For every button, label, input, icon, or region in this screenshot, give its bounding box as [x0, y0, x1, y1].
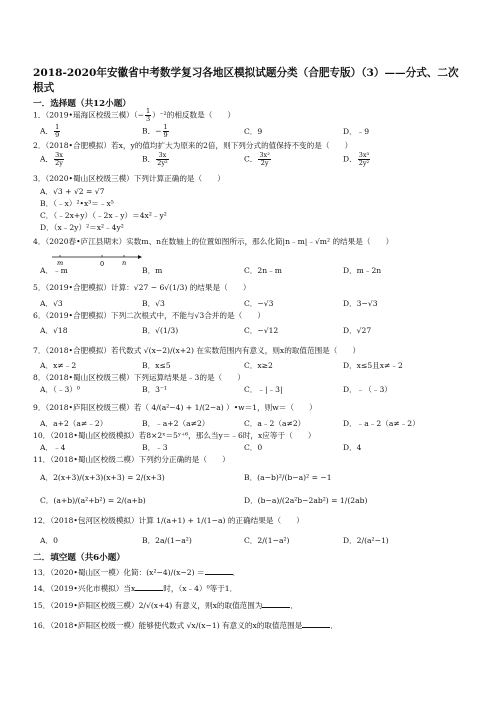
option-c: C．2/(1−a²) [244, 536, 290, 545]
answer-blank[interactable] [262, 600, 290, 608]
option-d: D．﹣（﹣3） [343, 385, 392, 394]
option-c: C．9 [244, 127, 263, 136]
question-3: 3．（2020•蜀山区校级三模）下列计算正确的是（ ） [33, 174, 225, 183]
option-b: B．（﹣x）²•x³＝﹣x⁵ [40, 199, 114, 208]
option-b: B．3⁻¹ [142, 385, 168, 394]
option-b: B．√(1/3) [142, 326, 179, 335]
option-c: C．（﹣2x+y）（﹣2x﹣y）＝4x²﹣y² [40, 211, 167, 220]
question-13: 13．（2020•蜀山区一模）化简：(x²−4)/(x−2) ＝ ． [33, 568, 241, 577]
question-10: 10．（2018•蜀山区校级模拟）若8×2ˣ＝5ʸ⁺⁶，那么当y＝﹣6时，x应等于（ ） [33, 431, 316, 440]
option-a: A．﹣4 [40, 443, 66, 452]
question-2: 2．（2018•合肥模拟）若x，y的值均扩大为原来的2倍，则下列分式的值保持不变的是（ ） [33, 141, 353, 150]
option-c: C．a﹣2（a≠2） [244, 419, 306, 428]
question-16: 16．（2018•庐阳区校级一模）能够使代数式 √x/(x−1) 有意义的x的取值范围是 ． [33, 621, 338, 630]
option-d: D．m﹣2n [343, 266, 382, 275]
option-c: C．0 [244, 443, 263, 452]
fraction: $\frac{1}{3}$ [145, 107, 151, 123]
option-b: B．− $\frac{1}{9}$ [142, 123, 168, 139]
option-a: A． $\frac{3x}{2y}$ [40, 151, 63, 167]
question-15: 15．（2019•庐阳区校级三模）2/√(x+4) 有意义，则x的取值范围为 ． [33, 601, 299, 610]
option-d: D．4 [343, 443, 362, 452]
option-a: A．﹣m [40, 266, 68, 275]
question-6: 6．（2019•合肥模拟）下列二次根式中，不能与√3合并的是（ ） [33, 311, 265, 320]
option-d: D．﹣9 [343, 127, 370, 136]
question-5: 5．（2019•合肥模拟）计算：√27 − 6√(1/3) 的结果是（ ） [33, 283, 251, 292]
option-a: A．2(x+3)/(x+3)(x+3) = 2/(x+3) [40, 473, 165, 482]
section-heading-fill: 二．填空题（共6小题） [33, 553, 125, 563]
option-b: B．(a−b)²/(b−a)² = −1 [244, 473, 332, 482]
option-d: D．2/(a²−1) [343, 536, 389, 545]
answer-blank[interactable] [135, 583, 163, 591]
option-a: A．a+2（a≠﹣2） [40, 419, 108, 428]
option-d: D．(b−a)/(2a²b−2ab²) = 1/(2ab) [244, 496, 368, 505]
option-a: A．0 [40, 536, 58, 545]
question-7: 7．（2018•合肥模拟）若代数式 √(x−2)/(x+2) 在实数范围内有意义，则x的取值范围是（ ） [33, 346, 361, 355]
option-a: A．√18 [40, 326, 68, 335]
option-b: B．﹣3 [142, 443, 168, 452]
option-c: C．−√12 [244, 326, 279, 335]
option-d: D．（x﹣2y）²＝x²﹣4y² [40, 223, 124, 232]
question-1: 1．（2019•瑶海区校级三模）（− $\frac{1}{3}$ ）⁻²的相反数是（ ） [33, 107, 236, 123]
question-4: 4．（2020春•庐江县期末）实数m、n在数轴上的位置如图所示，那么化简|n﹣m|﹣√m² 的结果是（ ） [33, 237, 394, 246]
option-b: B．2a/(1−a²) [142, 536, 192, 545]
option-c: C．2n﹣m [244, 266, 282, 275]
option-c: C．(a+b)/(a²+b²) = 2/(a+b) [40, 496, 146, 505]
option-d: D．√27 [343, 326, 372, 335]
option-b: B．m [142, 266, 163, 275]
option-b: B． $\frac{3x}{\text{2y²}}$ [142, 151, 168, 167]
option-d: D． $\frac{\text{3x³}}{\text{2y²}}$ [343, 151, 370, 167]
axis-label-m: m [57, 259, 64, 267]
question-9: 9．（2018•庐阳区校级三模）若（ 4/(a²−4) + 1/(2−a) ）•w＝1，则w＝（ ） [33, 403, 317, 412]
question-14: 14．（2019•兴化市模拟）当x 时，（x﹣4）⁰等于1． [33, 584, 238, 593]
option-b: B．x≤5 [142, 361, 171, 370]
question-8: 8．（2018•蜀山区校级三模）下列运算结果是﹣3的是（ ） [33, 373, 245, 382]
option-c: C．−√3 [244, 299, 274, 308]
option-a: A．√3 + √2 = √7 [40, 187, 105, 196]
question-11: 11．（2018•蜀山区校级二模）下列约分正确的是（ ） [33, 455, 230, 464]
option-c: C．﹣|﹣3| [244, 385, 283, 394]
option-b: B．﹣a+2（a≠2） [142, 419, 210, 428]
option-a: A．√3 [40, 299, 63, 308]
option-b: B．√3 [142, 299, 165, 308]
document-title: 2018-2020年安徽省中考数学复习各地区模拟试题分类（合肥专版）（3）——分式、二次根式 [33, 67, 459, 94]
option-a: A． $\frac{1}{9}$ [40, 123, 60, 139]
question-12: 12．（2018•包河区校级模拟）计算 1/(a+1) + 1/(1−a) 的正确结果是（ ） [33, 516, 304, 525]
answer-blank[interactable] [205, 567, 233, 575]
answer-blank[interactable] [302, 620, 330, 628]
option-a: A．x≠﹣2 [40, 361, 77, 370]
axis-label-n: n [122, 259, 127, 267]
axis-label-origin: 0 [100, 260, 105, 268]
option-a: A．（﹣3）⁰ [40, 385, 80, 394]
option-d: D．3−√3 [343, 299, 378, 308]
section-heading-choice: 一．选择题（共12小题） [33, 99, 131, 109]
option-d: D．﹣a﹣2（a≠﹣2） [343, 419, 420, 428]
option-d: D．x≤5且x≠﹣2 [343, 361, 403, 370]
option-c: C． $\frac{\text{3x²}}{2y}$ [244, 151, 270, 167]
option-c: C．x≥2 [244, 361, 273, 370]
